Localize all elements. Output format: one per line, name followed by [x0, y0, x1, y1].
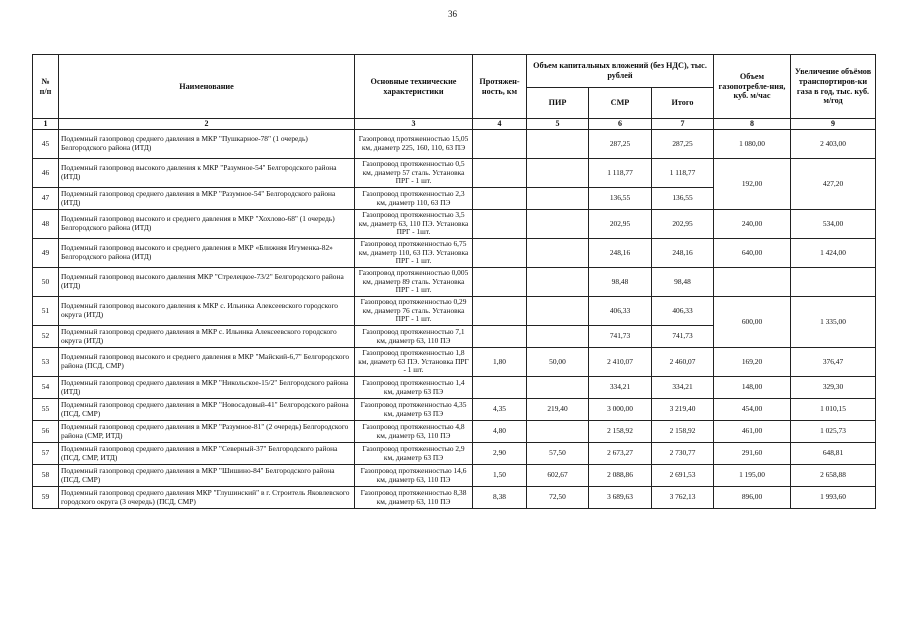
index-cell: 6: [589, 119, 652, 130]
row-length: [473, 377, 527, 399]
row-tech: Газопровод протяженностью 2,3 км, диаметр 110, 63 ПЭ: [355, 188, 473, 210]
row-num: 50: [33, 268, 59, 297]
row-length: [473, 159, 527, 188]
table-row: [33, 210, 876, 239]
row-tech: Газопровод протяженностью 6,75 км, диаметр 110, 63 ПЭ. Установка ПРГ - 1 шт.: [355, 239, 473, 268]
row-tech: Газопровод протяженностью 3,5 км, диаметр 63, 110 ПЭ. Установка ПРГ - 1шт.: [355, 210, 473, 239]
row-inc: 648,81: [791, 443, 876, 465]
row-name: Подземный газопровод высокого давления к МКР "Разумное-54" Белгородского района (ИТД): [59, 159, 355, 188]
header-gas-volume: Объем газопотребле-ния, куб. м/час: [714, 55, 791, 119]
row-inc: 1 025,73: [791, 421, 876, 443]
row-tech: Газопровод протяженностью 14,6 км, диаметр 63, 110 ПЭ: [355, 465, 473, 487]
row-name: Подземный газопровод высокого давления МКР "Стрелецкое-73/2" Белгородского района (ИТД): [59, 268, 355, 297]
row-tech: Газопровод протяженностью 2,9 км, диаметр 63 ПЭ: [355, 443, 473, 465]
row-tech: Газопровод протяженностью 4,35 км, диаметр 63 ПЭ: [355, 399, 473, 421]
row-gas: 291,60: [714, 443, 791, 465]
row-length: 1,80: [473, 348, 527, 377]
row-inc: 376,47: [791, 348, 876, 377]
index-cell: 5: [527, 119, 589, 130]
row-tech: Газопровод протяженностью 0,29 км, диаметр 76 сталь. Установка ПРГ - 1 шт.: [355, 297, 473, 326]
row-gas: 240,00: [714, 210, 791, 239]
index-cell: 8: [714, 119, 791, 130]
header-total: Итого: [652, 88, 714, 119]
row-tech: Газопровод протяженностью 4,8 км, диаметр 63, 110 ПЭ: [355, 421, 473, 443]
row-gas: 169,20: [714, 348, 791, 377]
row-inc: 329,30: [791, 377, 876, 399]
row-total: 248,16: [652, 239, 714, 268]
index-cell: 1: [33, 119, 59, 130]
row-smr: 406,33: [589, 297, 652, 326]
row-total: 741,73: [652, 326, 714, 348]
row-num: 59: [33, 487, 59, 509]
row-name: Подземный газопровод среднего давления в МКР с. Ильинка Алексеевского городского округа (ИТД): [59, 326, 355, 348]
row-inc: 1 010,15: [791, 399, 876, 421]
row-pir: [527, 239, 589, 268]
table-row: [33, 487, 876, 509]
row-pir: [527, 159, 589, 188]
row-pir: 219,40: [527, 399, 589, 421]
row-num: 45: [33, 130, 59, 159]
row-num: 48: [33, 210, 59, 239]
row-length: [473, 268, 527, 297]
row-tech: Газопровод протяженностью 7,1 км, диаметр 63, 110 ПЭ: [355, 326, 473, 348]
row-total: 98,48: [652, 268, 714, 297]
row-name: Подземный газопровод среднего давления в МКР "Северный-37" Белгородского района (ПСД, СМР, ИТД): [59, 443, 355, 465]
index-cell: 7: [652, 119, 714, 130]
table-row: [33, 297, 876, 326]
row-smr: 2 158,92: [589, 421, 652, 443]
row-length: [473, 188, 527, 210]
row-pir: [527, 421, 589, 443]
row-num: 49: [33, 239, 59, 268]
index-cell: 2: [59, 119, 355, 130]
row-gas: 896,00: [714, 487, 791, 509]
row-pir: [527, 210, 589, 239]
page-number: 36: [448, 9, 457, 19]
row-gas: [714, 268, 791, 297]
table-row: [33, 377, 876, 399]
row-smr: 741,73: [589, 326, 652, 348]
header-name: Наименование: [59, 55, 355, 119]
row-inc: 2 403,00: [791, 130, 876, 159]
row-num: 52: [33, 326, 59, 348]
row-pir: 50,00: [527, 348, 589, 377]
row-smr: 287,25: [589, 130, 652, 159]
table-row: [33, 443, 876, 465]
table-row: [33, 130, 876, 159]
row-smr: 248,16: [589, 239, 652, 268]
row-pir: [527, 268, 589, 297]
row-inc: 1 993,60: [791, 487, 876, 509]
row-gas: 148,00: [714, 377, 791, 399]
row-smr: 1 118,77: [589, 159, 652, 188]
row-inc: 1 424,00: [791, 239, 876, 268]
row-tech: Газопровод протяженностью 8,38 км, диаметр 63, 110 ПЭ: [355, 487, 473, 509]
header-pir: ПИР: [527, 88, 589, 119]
table-row: [33, 239, 876, 268]
row-inc: 1 335,00: [791, 297, 876, 348]
row-smr: 2 410,07: [589, 348, 652, 377]
index-cell: 4: [473, 119, 527, 130]
row-tech: Газопровод протяженностью 15,05 км, диаметр 225, 160, 110, 63 ПЭ: [355, 130, 473, 159]
row-tech: Газопровод протяженностью 0,005 км, диаметр 89 сталь. Установка ПРГ - 1 шт.: [355, 268, 473, 297]
row-num: 47: [33, 188, 59, 210]
index-cell: 3: [355, 119, 473, 130]
row-length: [473, 239, 527, 268]
row-num: 54: [33, 377, 59, 399]
row-pir: [527, 377, 589, 399]
row-pir: [527, 130, 589, 159]
investment-table: [32, 54, 876, 509]
row-tech: Газопровод протяженностью 0,5 км, диаметр 57 сталь. Установка ПРГ - 1 шт.: [355, 159, 473, 188]
row-num: 51: [33, 297, 59, 326]
row-total: 2 158,92: [652, 421, 714, 443]
row-smr: 334,21: [589, 377, 652, 399]
header-increase: Увеличение объёмов транспортиров-ки газа в год, тыс. куб. м/год: [791, 55, 876, 119]
header-capex: Объем капитальных вложений (без НДС), тыс. рублей: [527, 55, 714, 88]
row-pir: 602,67: [527, 465, 589, 487]
table-row: [33, 268, 876, 297]
row-tech: Газопровод протяженностью 1,4 км, диаметр 63 ПЭ: [355, 377, 473, 399]
row-length: [473, 210, 527, 239]
header-num: № п/п: [33, 55, 59, 119]
row-gas: 1 195,00: [714, 465, 791, 487]
index-cell: 9: [791, 119, 876, 130]
row-length: [473, 130, 527, 159]
row-name: Подземный газопровод среднего давления в МКР "Шишино-84" Белгородского района (ПСД, СМР): [59, 465, 355, 487]
row-length: 8,38: [473, 487, 527, 509]
row-total: 287,25: [652, 130, 714, 159]
row-num: 55: [33, 399, 59, 421]
table-row: [33, 421, 876, 443]
row-name: Подземный газопровод среднего давления в МКР "Новосадовый-41" Белгородского района (ПСД, СМР): [59, 399, 355, 421]
row-name: Подземный газопровод среднего давления в МКР "Разумное-54" Белгородского района (ИТД): [59, 188, 355, 210]
row-total: 202,95: [652, 210, 714, 239]
header-length: Протяжен-ность, км: [473, 55, 527, 119]
row-name: Подземный газопровод высокого и среднего давления в МКР "Майский-6,7" Белгородского района (ПСД, СМР): [59, 348, 355, 377]
row-inc: 2 658,88: [791, 465, 876, 487]
row-num: 53: [33, 348, 59, 377]
row-length: 4,80: [473, 421, 527, 443]
row-pir: [527, 188, 589, 210]
row-inc: 427,20: [791, 159, 876, 210]
row-smr: 2 673,27: [589, 443, 652, 465]
row-gas: 600,00: [714, 297, 791, 348]
row-pir: 72,50: [527, 487, 589, 509]
row-total: 3 219,40: [652, 399, 714, 421]
row-gas: 192,00: [714, 159, 791, 210]
header-tech: Основные технические характеристики: [355, 55, 473, 119]
row-num: 58: [33, 465, 59, 487]
row-name: Подземный газопровод среднего давления в МКР "Разумное-81" (2 очередь) Белгородского района (СМР, ИТД): [59, 421, 355, 443]
table-row: [33, 399, 876, 421]
row-num: 57: [33, 443, 59, 465]
row-smr: 98,48: [589, 268, 652, 297]
row-total: 406,33: [652, 297, 714, 326]
row-inc: 534,00: [791, 210, 876, 239]
row-length: 4,35: [473, 399, 527, 421]
header-smr: СМР: [589, 88, 652, 119]
row-gas: 1 080,00: [714, 130, 791, 159]
index-row: [33, 119, 876, 130]
row-tech: Газопровод протяженностью 1,8 км, диаметр 63 ПЭ. Установка ПРГ - 1 шт.: [355, 348, 473, 377]
row-total: 1 118,77: [652, 159, 714, 188]
table-row: [33, 465, 876, 487]
row-length: 1,50: [473, 465, 527, 487]
row-length: 2,90: [473, 443, 527, 465]
row-smr: 2 088,86: [589, 465, 652, 487]
row-smr: 136,55: [589, 188, 652, 210]
row-length: [473, 326, 527, 348]
row-name: Подземный газопровод высокого и среднего давления в МКР "Хохлово-68" (1 очередь) Белгородского района (ИТД): [59, 210, 355, 239]
row-num: 56: [33, 421, 59, 443]
row-name: Подземный газопровод среднего давления в МКР "Никольское-15/2" Белгородского района (ИТД): [59, 377, 355, 399]
row-total: 2 460,07: [652, 348, 714, 377]
row-smr: 3 000,00: [589, 399, 652, 421]
row-name: Подземный газопровод высокого и среднего давления в МКР «Ближняя Игуменка-82» Белгородского района (ИТД): [59, 239, 355, 268]
row-num: 46: [33, 159, 59, 188]
row-total: 2 730,77: [652, 443, 714, 465]
row-total: 3 762,13: [652, 487, 714, 509]
row-total: 2 691,53: [652, 465, 714, 487]
row-name: Подземный газопровод среднего давления МКР "Глушинский" в г. Строитель Яковлевского городского округа (3 очередь) (ПСД, СМР): [59, 487, 355, 509]
row-total: 136,55: [652, 188, 714, 210]
row-gas: 461,00: [714, 421, 791, 443]
row-gas: 640,00: [714, 239, 791, 268]
table-row: [33, 348, 876, 377]
row-smr: 3 689,63: [589, 487, 652, 509]
row-smr: 202,95: [589, 210, 652, 239]
row-name: Подземный газопровод среднего давления в МКР "Пушкарное-78" (1 очередь) Белгородского района (ИТД): [59, 130, 355, 159]
table-row: [33, 159, 876, 188]
row-inc: [791, 268, 876, 297]
row-name: Подземный газопровод высокого давления к МКР с. Ильинка Алексеевского городского округа (ИТД): [59, 297, 355, 326]
row-total: 334,21: [652, 377, 714, 399]
row-pir: 57,50: [527, 443, 589, 465]
row-gas: 454,00: [714, 399, 791, 421]
row-length: [473, 297, 527, 326]
row-pir: [527, 326, 589, 348]
row-pir: [527, 297, 589, 326]
